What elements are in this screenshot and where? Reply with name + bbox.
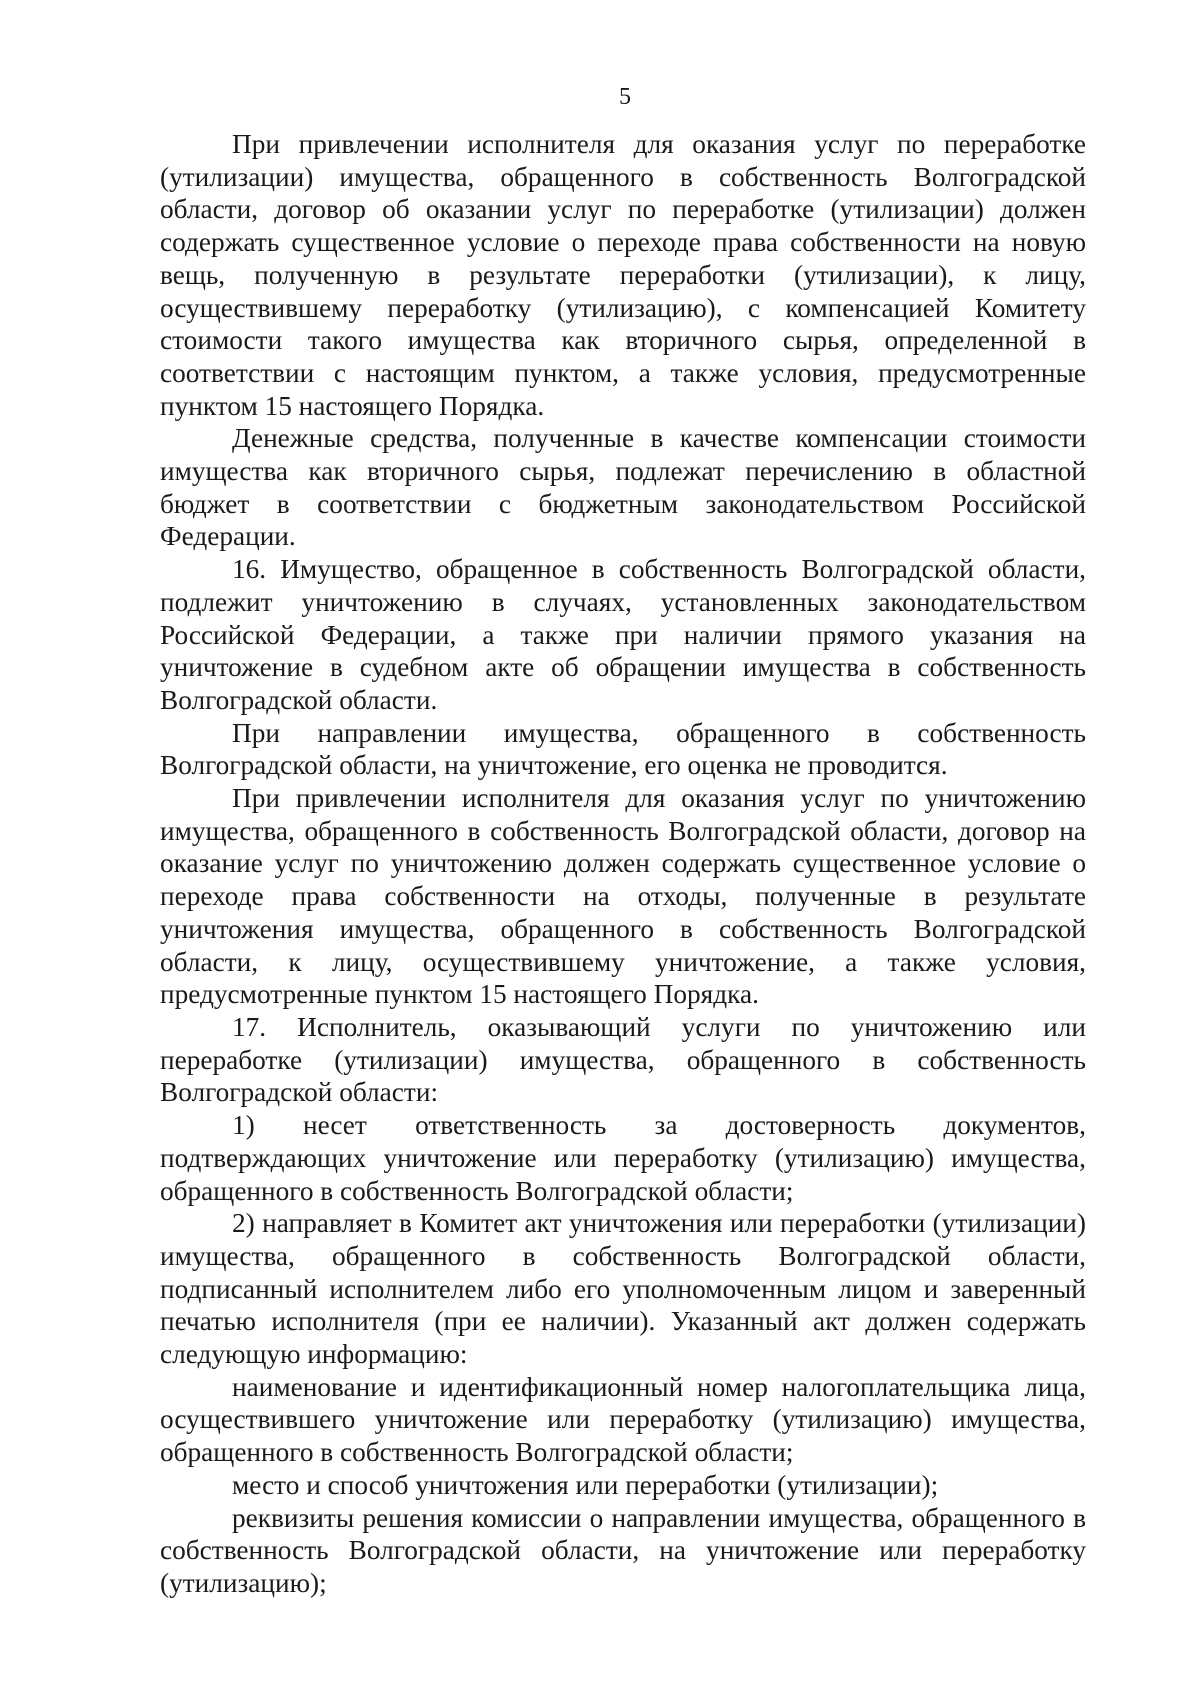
paragraph-commission-details: реквизиты решения комиссии о направлении имущества, обращенного в собственность Волгоградской области, на уничтожение или переработку (утилизацию); (160, 1502, 1086, 1598)
paragraph-place-method: место и способ уничтожения или переработки (утилизации); (232, 1469, 939, 1500)
paragraph-subitem-2: 2) направляет в Комитет акт уничтожения или переработки (утилизации) имущества, обращенного в собственность Волгоградской области, подписанный исполнителем либо его уполномоченным лицом и заверенный печатью исполнителя (при ее наличии). Указанный акт должен содержать следующую информацию: (160, 1208, 1086, 1370)
paragraph-taxpayer-info: наименование и идентификационный номер налогоплательщика лица, осуществившего уничтожение или переработку (утилизацию) имущества, обращенного в собственность Волгоградской области; (160, 1371, 1086, 1468)
paragraph-no-valuation: При направлении имущества, обращенного в собственность Волгоградской области, на уничтожение, его оценка не проводится. (160, 717, 1086, 781)
paragraph-compensation-funds: Денежные средства, полученные в качестве компенсации стоимости имущества как вторичного сырья, подлежат перечислению в областной бюджет в соответствии с бюджетным законодательством Российской Федерации. (160, 423, 1086, 552)
paragraph-recycling-contractor: При привлечении исполнителя для оказания услуг по переработке (утилизации) имущества, обращенного в собственность Волгоградской области, договор об оказании услуг по переработке (утилизации) должен содержать существенное условие о переходе права собственности на новую вещь, полученную в результате переработки (утилизации), к лицу, осуществившему переработку (утилизацию), с компенсацией Комитету стоимости такого имущества как вторичного сырья, определенной в соответствии с настоящим пунктом, а также условия, предусмотренные пунктом 15 настоящего Порядка. (160, 129, 1086, 421)
paragraph-destruction-contractor: При привлечении исполнителя для оказания услуг по уничтожению имущества, обращенного в собственность Волгоградской области, договор на оказание услуг по уничтожению должен содержать существенное условие о переходе права собственности на отходы, полученные в результате уничтожения имущества, обращенного в собственность Волгоградской области, к лицу, осуществившему уничтожение, а также условия, предусмотренные пунктом 15 настоящего Порядка. (160, 783, 1086, 1010)
paragraph-item-17: 17. Исполнитель, оказывающий услуги по уничтожению или переработке (утилизации) имущества, обращенного в собственность Волгоградской области: (160, 1011, 1086, 1108)
page-number: 5 (619, 84, 631, 110)
paragraph-item-16: 16. Имущество, обращенное в собственность Волгоградской области, подлежит уничтожению в случаях, установленных законодательством Российской Федерации, а также при наличии прямого указания на уничтожение в судебном акте об обращении имущества в собственность Волгоградской области. (160, 554, 1086, 715)
paragraph-subitem-1: 1) несет ответственность за достоверность документов, подтверждающих уничтожение или переработку (утилизацию) имущества, обращенного в собственность Волгоградской области; (160, 1110, 1086, 1206)
document-body (160, 128, 1086, 1600)
